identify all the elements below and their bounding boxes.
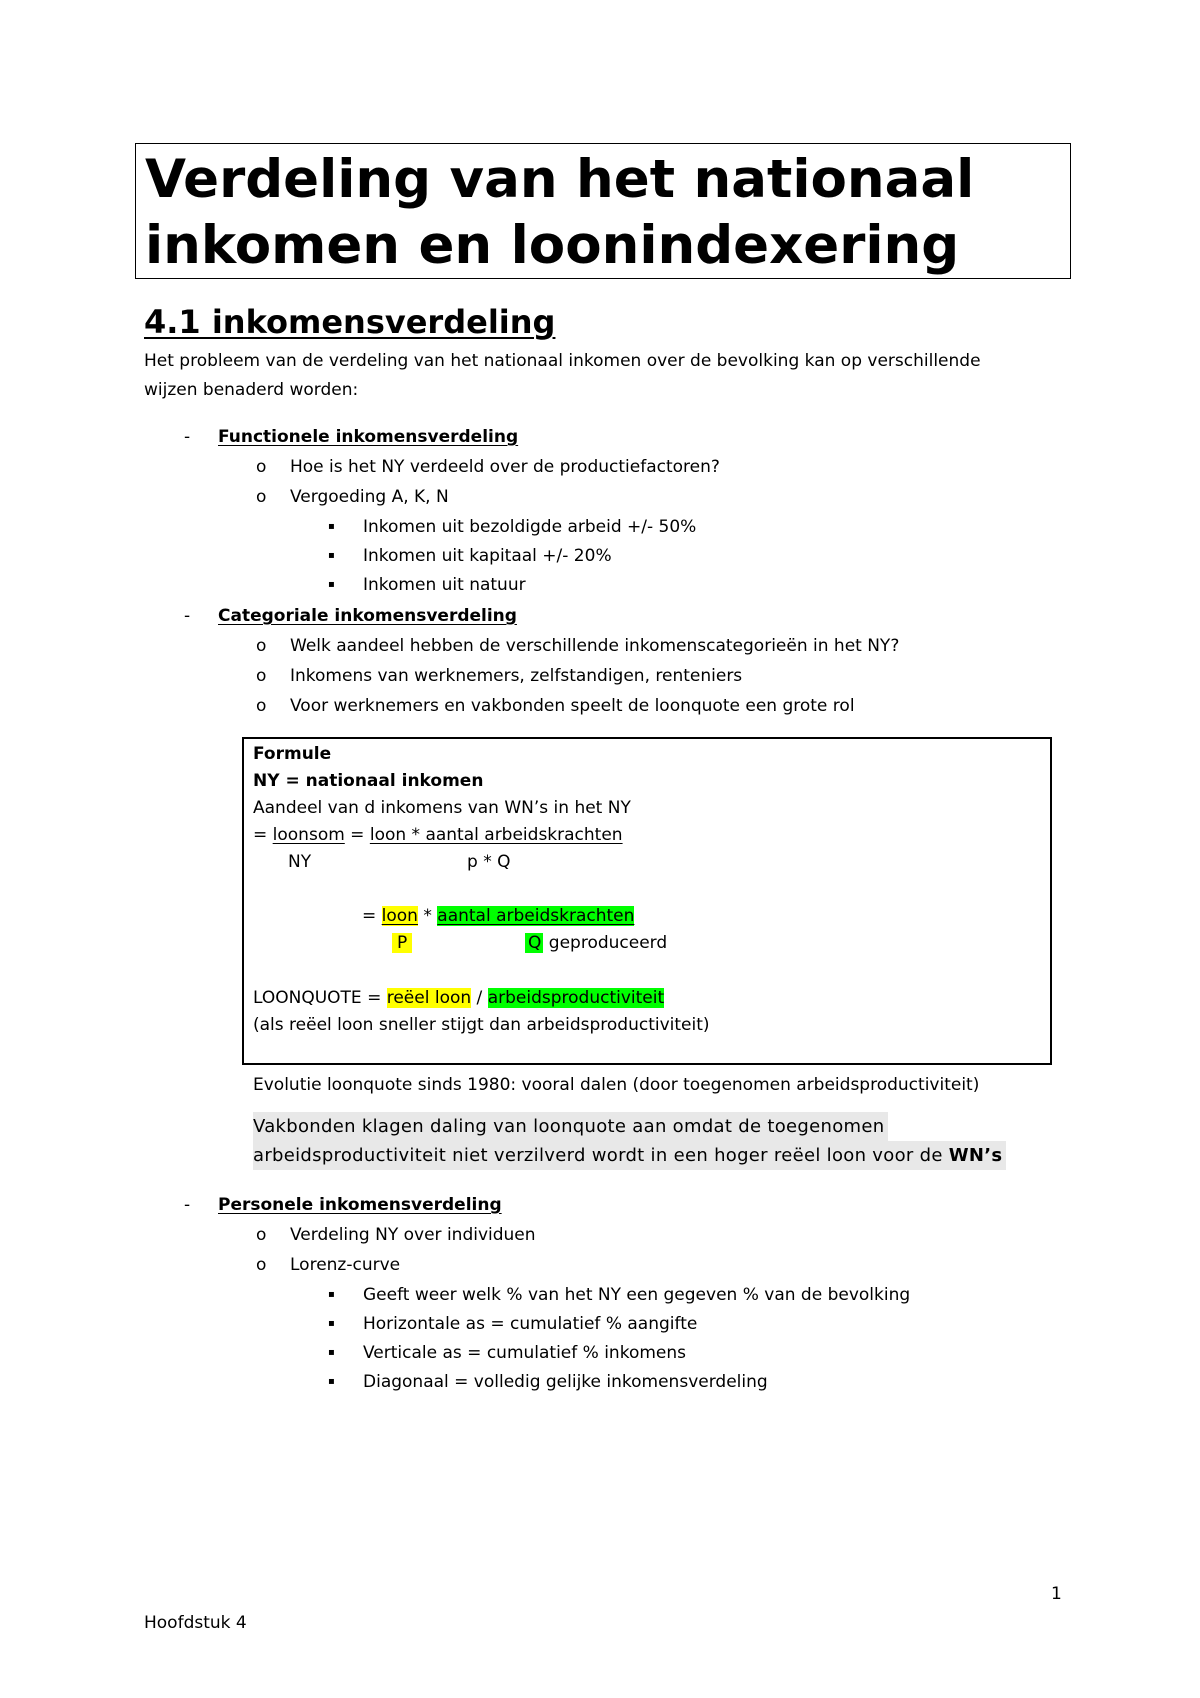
q-highlight: Q bbox=[525, 933, 543, 953]
list-item: Inkomen uit bezoldigde arbeid +/- 50% bbox=[363, 517, 697, 537]
list-item: Welk aandeel hebben de verschillende inkomenscategorieën in het NY? bbox=[290, 636, 900, 656]
formula-equation-1 bbox=[253, 824, 623, 846]
circle-bullet: o bbox=[256, 696, 267, 716]
list-item: Lorenz-curve bbox=[290, 1255, 401, 1275]
p-denominator-wrap bbox=[392, 932, 412, 954]
arbeidsproductiviteit-highlight: arbeidsproductiviteit bbox=[487, 988, 665, 1008]
vakbonden-line-1: Vakbonden klagen daling van loonquote aan omdat de toegenomen bbox=[253, 1112, 888, 1141]
list-item: Horizontale as = cumulatief % aangifte bbox=[363, 1314, 698, 1334]
q-denominator bbox=[525, 932, 667, 954]
loonquote-label: LOONQUOTE = bbox=[253, 988, 387, 1008]
square-bullet: ▪ bbox=[328, 579, 335, 590]
page-number: 1 bbox=[1051, 1584, 1062, 1604]
list-item: Vergoeding A, K, N bbox=[290, 487, 449, 507]
intro-line-1: Het probleem van de verdeling van het nationaal inkomen over de bevolking kan op verschillende bbox=[144, 351, 981, 371]
list-item: Voor werknemers en vakbonden speelt de loonquote een grote rol bbox=[290, 696, 855, 716]
vakbonden-line-2 bbox=[253, 1141, 1006, 1170]
formula-equation-2 bbox=[362, 905, 634, 927]
circle-bullet: o bbox=[256, 666, 267, 686]
list-item: Inkomen uit kapitaal +/- 20% bbox=[363, 546, 612, 566]
dash-bullet: - bbox=[184, 427, 191, 447]
circle-bullet: o bbox=[256, 636, 267, 656]
title-box bbox=[135, 143, 1071, 279]
loonsom-numerator: loonsom bbox=[272, 825, 345, 845]
denominator-ny: NY bbox=[288, 852, 312, 872]
list-item: Inkomen uit natuur bbox=[363, 575, 526, 595]
personele-heading: Personele inkomensverdeling bbox=[218, 1195, 502, 1215]
loon-highlight: loon bbox=[381, 906, 418, 926]
formula-title: Formule bbox=[253, 744, 332, 764]
formula-ny-definition: NY = nationaal inkomen bbox=[253, 771, 484, 791]
square-bullet: ▪ bbox=[328, 1318, 335, 1329]
eq2-prefix: = bbox=[362, 906, 382, 926]
title-line-1: Verdeling van het nationaal bbox=[145, 149, 975, 210]
dash-bullet: - bbox=[184, 606, 191, 626]
square-bullet: ▪ bbox=[328, 1289, 335, 1300]
circle-bullet: o bbox=[256, 1255, 267, 1275]
geproduceerd-text: geproduceerd bbox=[543, 933, 668, 953]
square-bullet: ▪ bbox=[328, 521, 335, 532]
times-sign: * bbox=[417, 906, 438, 926]
list-item: Verticale as = cumulatief % inkomens bbox=[363, 1343, 686, 1363]
intro-line-2: wijzen benaderd worden: bbox=[144, 380, 359, 400]
footer-chapter: Hoofdstuk 4 bbox=[144, 1613, 247, 1633]
slash-sign: / bbox=[471, 988, 488, 1008]
loon-aantal-numerator: loon * aantal arbeidskrachten bbox=[369, 825, 623, 845]
list-item: Hoe is het NY verdeeld over de productiefactoren? bbox=[290, 457, 720, 477]
list-item: Geeft weer welk % van het NY een gegeven % van de bevolking bbox=[363, 1285, 911, 1305]
denominator-pq: p * Q bbox=[467, 852, 511, 872]
list-item: Verdeling NY over individuen bbox=[290, 1225, 536, 1245]
vakbonden-wns: WN’s bbox=[948, 1145, 1003, 1166]
circle-bullet: o bbox=[256, 457, 267, 477]
p-highlight: P bbox=[392, 933, 412, 953]
loonquote-formula bbox=[253, 987, 664, 1009]
title-line-2: inkomen en loonindexering bbox=[145, 215, 960, 276]
circle-bullet: o bbox=[256, 487, 267, 507]
section-heading: 4.1 inkomensverdeling bbox=[144, 303, 556, 341]
eq-prefix: = bbox=[253, 825, 273, 845]
reeel-loon-highlight: reëel loon bbox=[386, 988, 472, 1008]
categoriale-heading: Categoriale inkomensverdeling bbox=[218, 606, 517, 626]
circle-bullet: o bbox=[256, 1225, 267, 1245]
aantal-highlight: aantal arbeidskrachten bbox=[437, 906, 635, 926]
loonquote-note: (als reëel loon sneller stijgt dan arbeidsproductiviteit) bbox=[253, 1015, 710, 1035]
square-bullet: ▪ bbox=[328, 1376, 335, 1387]
vakbonden-line-2-text: arbeidsproductiviteit niet verzilverd wordt in een hoger reëel loon voor de bbox=[253, 1145, 949, 1166]
square-bullet: ▪ bbox=[328, 550, 335, 561]
evolutie-text: Evolutie loonquote sinds 1980: vooral dalen (door toegenomen arbeidsproductiviteit) bbox=[253, 1075, 980, 1095]
square-bullet: ▪ bbox=[328, 1347, 335, 1358]
functionele-heading: Functionele inkomensverdeling bbox=[218, 427, 519, 447]
list-item: Diagonaal = volledig gelijke inkomensverdeling bbox=[363, 1372, 768, 1392]
eq-mid: = bbox=[344, 825, 370, 845]
formula-aandeel: Aandeel van d inkomens van WN’s in het NY bbox=[253, 798, 631, 818]
list-item: Inkomens van werknemers, zelfstandigen, renteniers bbox=[290, 666, 743, 686]
dash-bullet: - bbox=[184, 1195, 191, 1215]
